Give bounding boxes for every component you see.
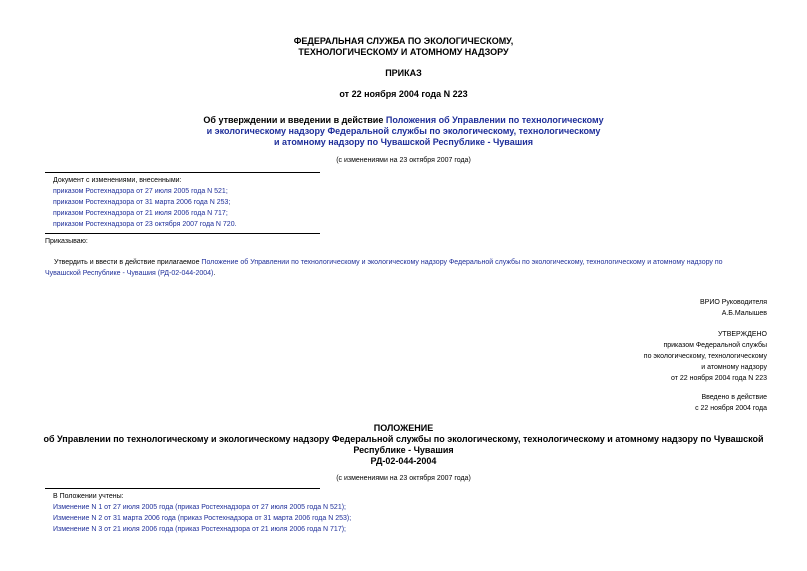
title-line-1 <box>0 115 807 125</box>
amendment-note-1: (с изменениями на 23 октября 2007 года) <box>336 157 471 164</box>
order-prefix: Утвердить и ввести в действие прилагаемое <box>54 259 202 266</box>
accounted-link-2[interactable]: Изменение N 2 от 31 марта 2006 года (приказ Ростехнадзора от 31 марта 2006 года N 253); <box>53 515 352 522</box>
order-link-line-1[interactable]: Положение об Управлении по технологическому и экологическому надзору Федеральной службы по экологическому, технологическому и атомному надзору по <box>201 259 723 266</box>
doc-date: от 22 ноября 2004 года N 223 <box>339 89 468 99</box>
approval-title: УТВЕРЖДЕНО <box>717 331 767 338</box>
signature-name: А.Б.Малышев <box>721 310 767 317</box>
effective-line-1: Введено в действие <box>701 394 767 401</box>
changes-bottom-rule <box>45 233 320 234</box>
accounted-link-1[interactable]: Изменение N 1 от 27 июля 2005 года (приказ Ростехнадзора от 27 июля 2005 года N 521); <box>53 504 346 511</box>
regulation-code: РД-02-044-2004 <box>370 456 437 466</box>
approval-line-2: по экологическому, технологическому <box>643 353 767 360</box>
title-prefix: Об утверждении и введении в действие <box>203 115 386 125</box>
agency-line-1: ФЕДЕРАЛЬНАЯ СЛУЖБА ПО ЭКОЛОГИЧЕСКОМУ, <box>293 36 514 46</box>
title-link-part1[interactable]: Положения об Управлении по технологическому <box>385 115 604 125</box>
change-link-3[interactable]: приказом Ростехнадзора от 21 июля 2006 года N 717; <box>53 210 228 217</box>
signature-position: ВРИО Руководителя <box>700 299 767 306</box>
approval-line-4: от 22 ноября 2004 года N 223 <box>671 375 767 382</box>
title-link-line-3[interactable]: и атомному надзору по Чувашской Республике - Чувашия <box>274 137 533 147</box>
changes-top-rule <box>45 172 320 173</box>
regulation-heading: ПОЛОЖЕНИЕ <box>373 423 434 433</box>
agency-line-2: ТЕХНОЛОГИЧЕСКОМУ И АТОМНОМУ НАДЗОРУ <box>298 47 509 57</box>
order-link-line-2[interactable]: Чувашской Республике - Чувашия (РД-02-044-2004) <box>45 270 214 277</box>
change-link-4[interactable]: приказом Ростехнадзора от 23 октября 2007 года N 720. <box>53 221 237 228</box>
changes-heading: Документ с изменениями, внесенными: <box>53 177 182 184</box>
approval-line-3: и атомному надзору <box>701 364 767 371</box>
regulation-title-line-1: об Управлении по технологическому и экологическому надзору Федеральной службы по экологическому, технологическому и атомному надзору по Чувашской <box>43 434 764 444</box>
approval-line-1: приказом Федеральной службы <box>663 342 767 349</box>
doc-type: ПРИКАЗ <box>385 68 422 78</box>
order-line-2 <box>45 269 215 280</box>
change-link-1[interactable]: приказом Ростехнадзора от 27 июля 2005 года N 521; <box>53 188 228 195</box>
order-suffix: . <box>213 270 216 277</box>
accounted-top-rule <box>45 488 320 489</box>
regulation-title-line-2: Республике - Чувашия <box>353 445 454 455</box>
order-line-1 <box>54 258 723 269</box>
effective-line-2: с 22 ноября 2004 года <box>695 405 767 412</box>
accounted-heading: В Положении учтены: <box>53 493 124 500</box>
amendment-note-2: (с изменениями на 23 октября 2007 года) <box>336 475 471 482</box>
order-word: Приказываю: <box>45 238 88 245</box>
accounted-link-3[interactable]: Изменение N 3 от 21 июля 2006 года (приказ Ростехнадзора от 21 июля 2006 года N 717); <box>53 526 346 533</box>
title-link-line-2[interactable]: и экологическому надзору Федеральной службы по экологическому, технологическому <box>206 126 601 136</box>
change-link-2[interactable]: приказом Ростехнадзора от 31 марта 2006 года N 253; <box>53 199 231 206</box>
